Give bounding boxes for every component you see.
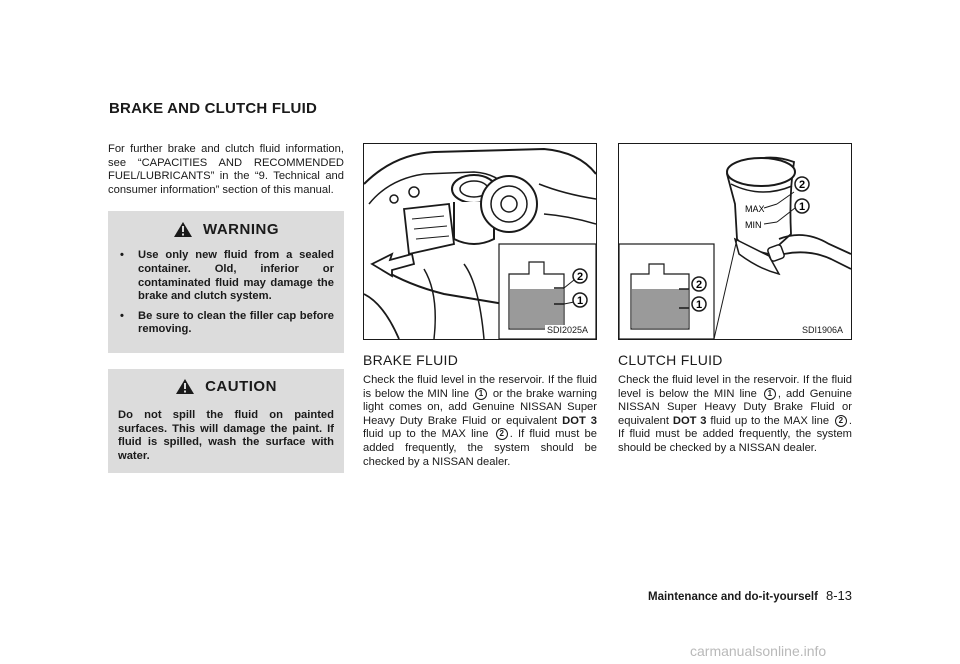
clutch-text-d: . If fluid must be added frequently, the system should be checked by a NISSAN dealer. [618,414,853,454]
middle-column [363,143,597,469]
brake-figure-code: SDI2025A [546,325,588,335]
warning-triangle-icon [173,221,193,238]
max-label: MAX [745,204,765,214]
engine-bay-illustration [364,144,596,339]
page-number: 8-13 [825,588,852,603]
warning-list [118,249,334,337]
clutch-text-a: Check the fluid level in the reservoir. If the fluid level is below the MIN line [618,374,852,400]
brake-marker-2: 2 [576,271,584,283]
warning-item: • Use only new fluid from a sealed container. Old, inferior or contaminated fluid may damage the brake and clutch system. [118,249,334,303]
intro-paragraph: For further brake and clutch fluid information, see “CAPACITIES AND RECOMMENDED FUEL/LUBRICANTS” in the “9. Technical and consumer information” section of this manual. [108,143,344,196]
section-title: BRAKE AND CLUTCH FLUID [109,100,317,117]
clutch-inline-marker-1: 1 [764,388,776,400]
brake-text-a: Check the fluid level in the reservoir. If the fluid is below the MIN line [363,374,597,400]
clutch-dot-grade: DOT 3 [672,414,707,427]
brake-text-d: . If fluid must be added frequently, the system should be checked by a NISSAN dealer. [363,428,597,468]
clutch-inset-marker-2: 2 [695,279,703,291]
footer-section-name: Maintenance and do-it-yourself [648,591,818,603]
brake-inline-marker-1: 1 [475,388,487,400]
warning-title: WARNING [203,220,279,238]
left-column [108,143,344,473]
clutch-text-b: , add Genuine NISSAN Super Heavy Duty Brake Fluid or equivalent [618,387,852,427]
brake-text-c: fluid up to the MAX line [363,428,489,441]
warning-header [118,217,334,241]
brake-fluid-heading: BRAKE FLUID [363,352,459,368]
watermark: carmanualsonline.info [690,643,827,659]
clutch-reservoir-illustration [619,144,851,339]
caution-header [118,375,334,399]
clutch-inline-marker-2: 2 [835,415,847,427]
caution-triangle-icon [175,378,195,395]
min-label: MIN [745,220,762,230]
clutch-text-c: fluid up to the MAX line [710,414,830,427]
caution-title: CAUTION [205,378,277,396]
clutch-fluid-heading: CLUTCH FLUID [618,352,723,368]
brake-marker-1: 1 [576,295,584,307]
brake-inline-marker-2: 2 [496,428,508,440]
clutch-top-marker-2: 2 [798,179,806,191]
right-column [618,143,852,456]
warning-item: • Be sure to clean the filler cap before removing. [118,310,334,337]
page-footer [600,588,852,603]
clutch-figure-code: SDI1906A [801,325,843,335]
brake-fluid-figure [363,143,597,340]
warning-box [108,211,344,353]
clutch-fluid-figure [618,143,852,340]
clutch-inset-marker-1: 1 [695,299,703,311]
brake-dot-grade: DOT 3 [562,414,598,427]
clutch-fluid-paragraph [618,374,852,456]
clutch-top-marker-1: 1 [798,201,806,213]
brake-fluid-paragraph [363,374,597,469]
brake-text-b: or the brake warning light comes on, add Genuine NISSAN Super Heavy Duty Brake Fluid or equivalent [363,387,598,427]
caution-box [108,369,344,473]
caution-text: Do not spill the fluid on painted surfaces. This will damage the paint. If fluid is spilled, wash the surface with water. [118,408,334,462]
